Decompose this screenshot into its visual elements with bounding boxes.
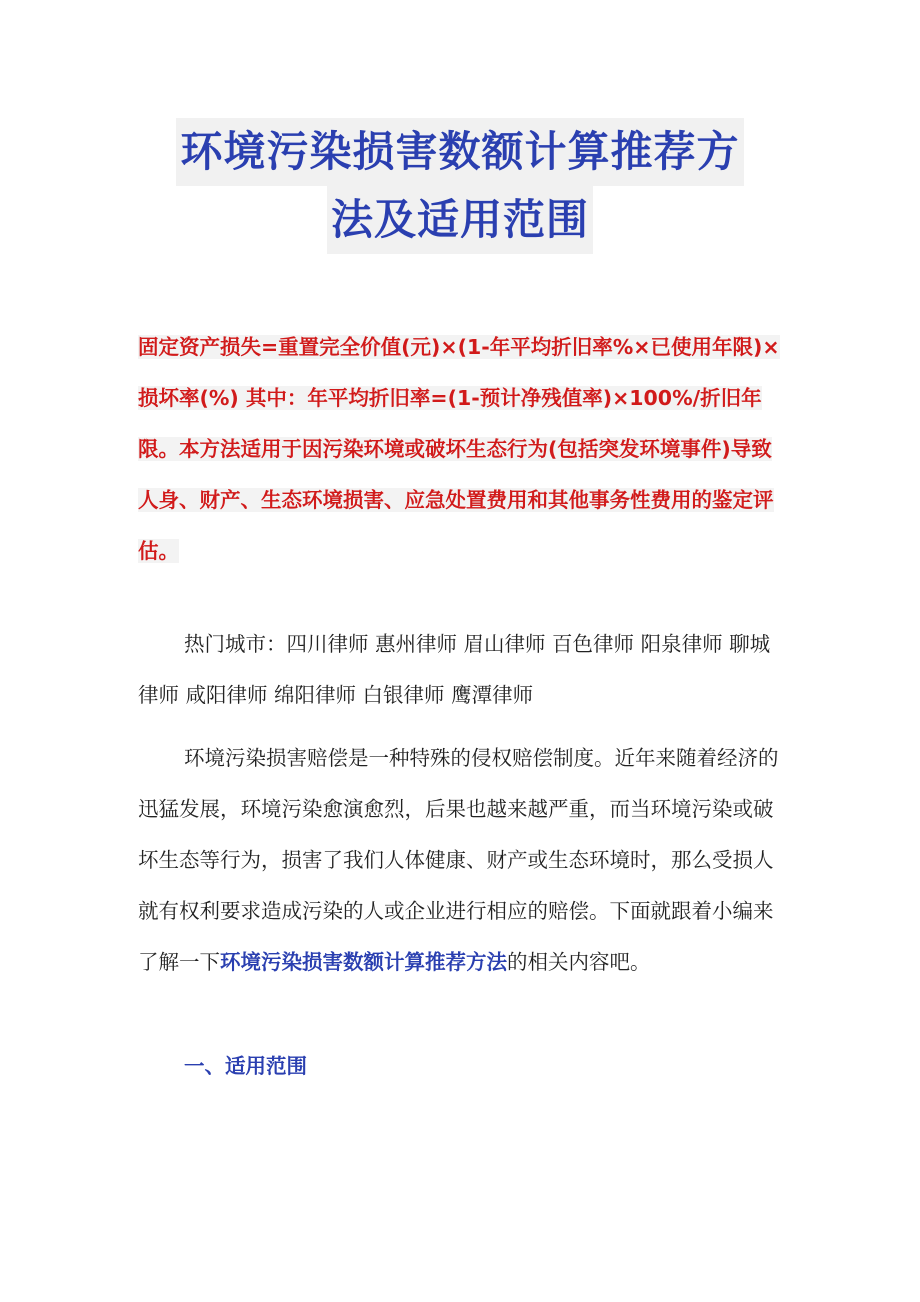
title-line-2: 法及适用范围 bbox=[327, 186, 593, 254]
summary-paragraph bbox=[138, 322, 788, 577]
title-line-1: 环境污染损害数额计算推荐方 bbox=[176, 118, 743, 186]
intro-paragraph bbox=[138, 733, 790, 988]
intro-topic-link[interactable]: 环境污染损害数额计算推荐方法 bbox=[220, 950, 507, 974]
hot-cities-paragraph: 热门城市：四川律师 惠州律师 眉山律师 百色律师 阳泉律师 聊城律师 咸阳律师 绵阳律师 白银律师 鹰潭律师 bbox=[138, 632, 771, 707]
document-title bbox=[0, 118, 920, 254]
summary-text: 固定资产损失=重置完全价值(元)×(1-年平均折旧率%×已使用年限)× 损坏率(%) 其中：年平均折旧率=(1-预计净残值率)×100%/折旧年限。本方法适用于因污染环境或破坏生态行为(包括突发环境事件)导致人身、财产、生态环境损害、应急处置费用和其他事务性费用的鉴定评估。 bbox=[138, 335, 780, 563]
intro-text-before: 环境污染损害赔偿是一种特殊的侵权赔偿制度。近年来随着经济的迅猛发展，环境污染愈演愈烈，后果也越来越严重，而当环境污染或破坏生态等行为，损害了我们人体健康、财产或生态环境时，那么受损人就有权利要求造成污染的人或企业进行相应的赔偿。下面就跟着小编来了解一下 bbox=[138, 746, 779, 974]
section-heading: 一、适用范围 bbox=[184, 1054, 307, 1078]
intro-text-after: 的相关内容吧。 bbox=[507, 950, 651, 974]
